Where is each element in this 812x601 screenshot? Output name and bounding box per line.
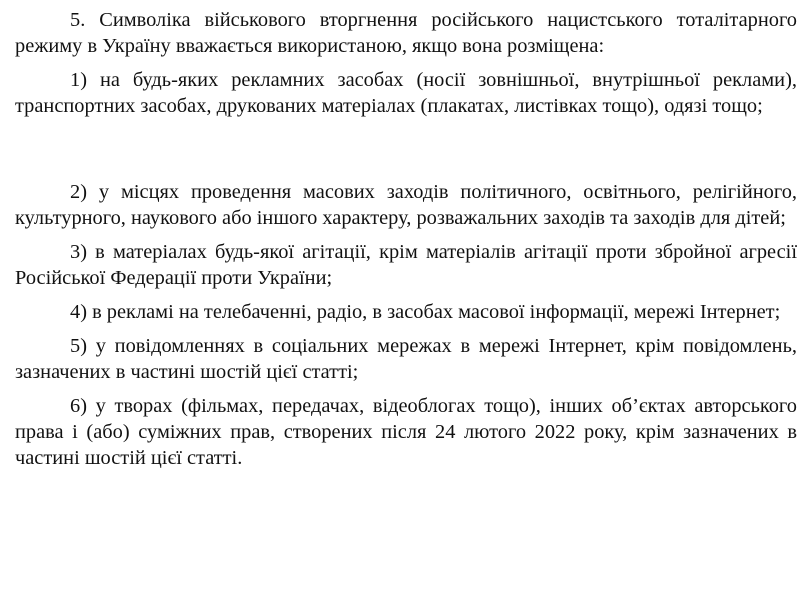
spacer bbox=[15, 231, 797, 239]
paragraph-item-5: 5) у повідомленнях в соціальних мережах в мережі Інтернет, крім повідомлень, зазначених в частині шостій цієї статті; bbox=[15, 335, 797, 383]
document-page bbox=[15, 7, 797, 471]
spacer bbox=[15, 325, 797, 333]
paragraph-item-6: 6) у творах (фільмах, передачах, відеоблогах тощо), інших об’єктах авторського права і (або) суміжних прав, створених після 24 лютого 2022 року, крім зазначених в частині шостій цієї статті. bbox=[15, 395, 797, 469]
paragraph-intro: 5. Символіка військового вторгнення російського нацистського тоталітарного режиму в Україну вважається використаною, якщо вона розміщена: bbox=[15, 9, 797, 57]
spacer bbox=[15, 59, 797, 67]
spacer bbox=[15, 291, 797, 299]
spacer bbox=[15, 119, 797, 179]
paragraph-item-1: 1) на будь-яких рекламних засобах (носії зовнішньої, внутрішньої реклами), транспортних засобах, друкованих матеріалах (плакатах, листівках тощо), одязі тощо; bbox=[15, 69, 797, 117]
paragraph-item-4: 4) в рекламі на телебаченні, радіо, в засобах масової інформації, мережі Інтернет; bbox=[70, 301, 781, 323]
paragraph-item-3: 3) в матеріалах будь-якої агітації, крім матеріалів агітації проти збройної агресії Російської Федерації проти України; bbox=[15, 241, 797, 289]
spacer bbox=[15, 385, 797, 393]
paragraph-item-2: 2) у місцях проведення масових заходів політичного, освітнього, релігійного, культурного, наукового або іншого характеру, розважальних заходів та заходів для дітей; bbox=[15, 181, 797, 229]
